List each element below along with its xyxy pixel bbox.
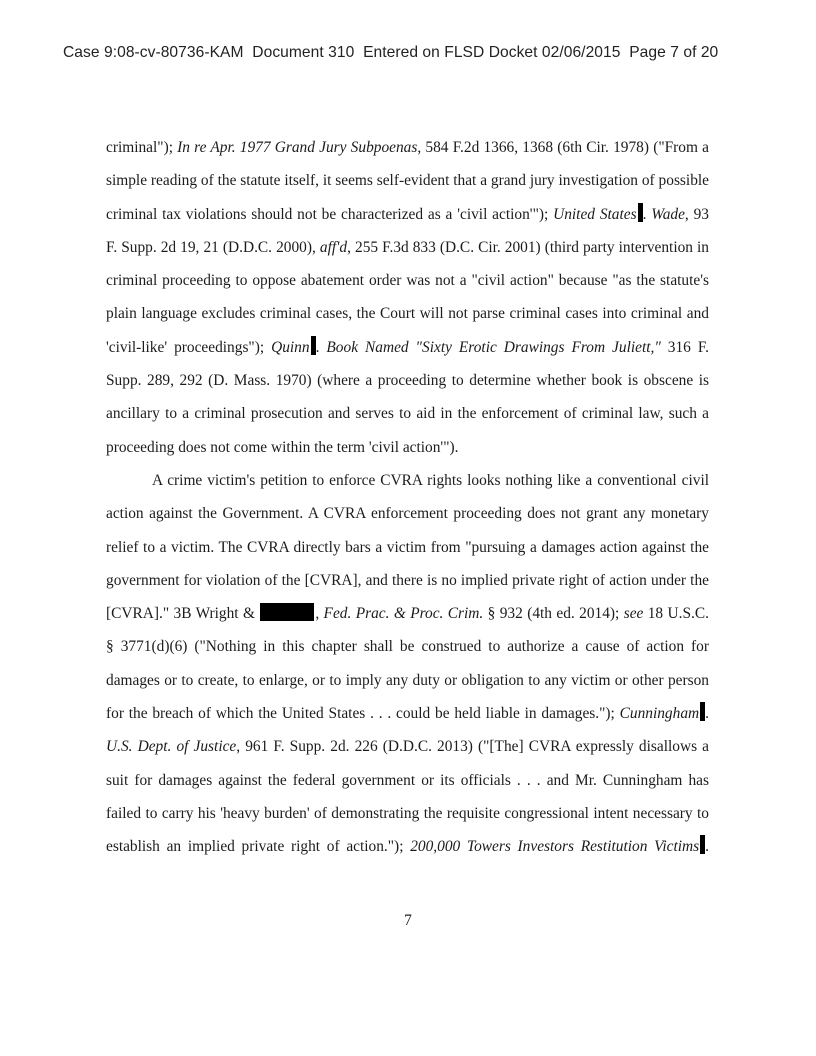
text-run: . [705, 838, 709, 856]
docket-header [63, 44, 743, 62]
page-indicator: Page 7 of 20 [629, 44, 719, 61]
treatise-citation: Fed. Prac. & Proc. Crim. [323, 605, 484, 623]
text-run: . [315, 338, 327, 356]
citation-signal: see [623, 605, 644, 623]
case-citation: U.S. Dept. of Justice [106, 738, 237, 756]
text-run: , 93 F. Supp. 2d 19, 21 (D.D.C. 2000), [106, 205, 709, 256]
text-run: . [705, 705, 709, 723]
text-run: criminal"); [106, 139, 178, 156]
text-run: . [642, 205, 652, 223]
case-citation: United States [553, 205, 637, 223]
paragraph-1 [106, 131, 709, 464]
text-run: , 961 F. Supp. 2d. 226 (D.D.C. 2013) ("[The] CVRA expressly disallows a suit for damages against the federal government or its officials . . . and Mr. Cunningham has failed to carry his 'heavy burden' of demonstrating the requisite congressional intent necessary to establish an implied private right of action."); [106, 738, 710, 856]
case-citation: Wade [651, 205, 685, 223]
case-citation: Book Named "Sixty Erotic Drawings From Juliett," [326, 338, 661, 356]
paragraph-2 [106, 464, 709, 864]
case-citation: Cunningham [619, 705, 700, 723]
text-run: , [315, 605, 324, 623]
docket-entry: Entered on FLSD Docket 02/06/2015 [363, 44, 621, 61]
document-body [106, 131, 709, 864]
text-run: , 584 F.2d 1366, 1368 (6th Cir. 1978) ("From a simple reading of the statute itself, it seems self-evident that a grand jury investigation of possible criminal tax violations should not be characterized as a 'civil action'"); [106, 139, 709, 223]
text-run: 316 F. Supp. 289, 292 (D. Mass. 1970) (where a proceeding to determine whether book is obscene is ancillary to a criminal prosecution and serves to aid in the enforcement of criminal law, such a proceeding does not come within the term 'civil action'"). [106, 338, 710, 456]
case-citation: 200,000 Towers Investors Restitution Victims [410, 838, 700, 856]
case-citation: Quinn [271, 338, 310, 356]
redaction-bar [260, 603, 314, 621]
page-number: 7 [404, 912, 412, 929]
document-number: Document 310 [252, 44, 355, 61]
text-run: , 255 F.3d 833 (D.C. Cir. 2001) (third party intervention in criminal proceeding to oppose abatement order was not a "civil action" because "as the statute's plain language excludes criminal cases, the Court will not parse criminal cases into criminal and 'civil-like' proceedings"); [106, 238, 709, 356]
citation-signal: aff'd [319, 238, 348, 256]
case-citation: In re Apr. 1977 Grand Jury Subpoenas [177, 139, 418, 156]
text-run: 18 U.S.C. § 3771(d)(6) ("Nothing in this chapter shall be construed to authorize a cause of action for damages or to create, to enlarge, or to imply any duty or obligation to any victim or other person for the breach of which the United States . . . could be held liable in damages."); [106, 605, 709, 723]
text-run: A crime victim's petition to enforce CVRA rights looks nothing like a conventional civil action against the Government. A CVRA enforcement proceeding does not grant any monetary relief to a victim. The CVRA directly bars a victim from "pursuing a damages action against the government for violation of the [CVRA], and there is no implied private right of action under the [CVRA]." 3B Wright & [106, 471, 709, 623]
text-run: § 932 (4th ed. 2014); [483, 605, 624, 623]
case-number: Case 9:08-cv-80736-KAM [63, 44, 244, 61]
